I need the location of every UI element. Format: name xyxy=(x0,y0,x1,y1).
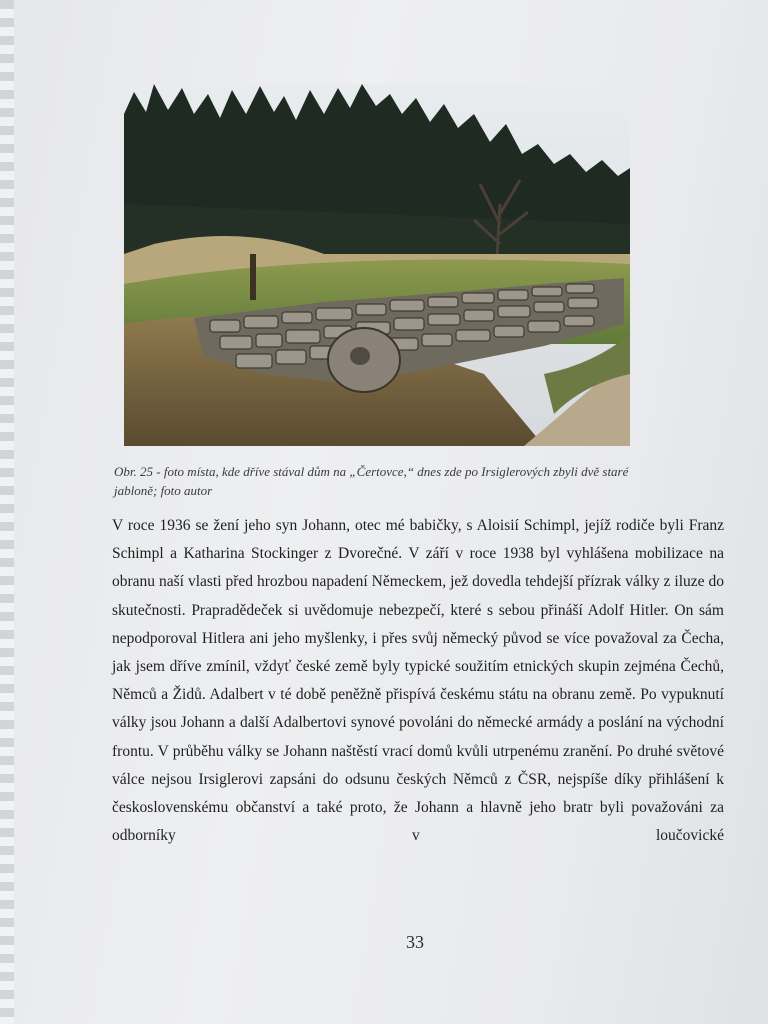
figure-caption: Obr. 25 - foto místa, kde dříve stával dům na „Čertovce,“ dnes zde po Irsiglerových zbyli dvě staré jabloně; foto autor xyxy=(114,464,629,498)
spiral-binding xyxy=(0,0,14,1024)
photo-illustration xyxy=(124,84,630,446)
body-paragraph: V roce 1936 se žení jeho syn Johann, otec mé babičky, s Aloisií Schimpl, jejíž rodiče byli Franz Schimpl a Katharina Stockinger z Dvorečné. V září v roce 1938 byl vyhlášena mobilizace na obranu naší vlasti před hrozbou napadení Německem, jež dovedla tehdejší přízrak války z iluze do skutečnosti. Prapradědeček si uvědomuje nebezpečí, které s sebou přináší Adolf Hitler. On sám nepodporoval Hitlera ani jeho myšlenky, i přes svůj německý původ se více považoval za Čecha, jak jsem dříve zmínil, vždyť české země byly typické soužitím etnických skupin zejména Čechů, Němců a Židů. Adalbert v té době peněžně přispívá českému státu na obranu země. Po vypuknutí války jsou Johann a další Adalbertovi synové povoláni do německé armády a poslání na východní frontu. V průběhu války se Johann naštěstí vrací domů kvůli utrpenému zranění. Po druhé světové válce nejsou Irsiglerovi zapsáni do odsunu českých Němců z ČSR, nejspíše díky přihlášení k československému občanství a také proto, že Johann a hlavně jeho bratr byli považováni za odborníky v loučovické xyxy=(112,517,724,845)
body-paragraph-container xyxy=(112,512,724,850)
page-number: 33 xyxy=(406,932,424,952)
figure-photo xyxy=(124,84,630,446)
